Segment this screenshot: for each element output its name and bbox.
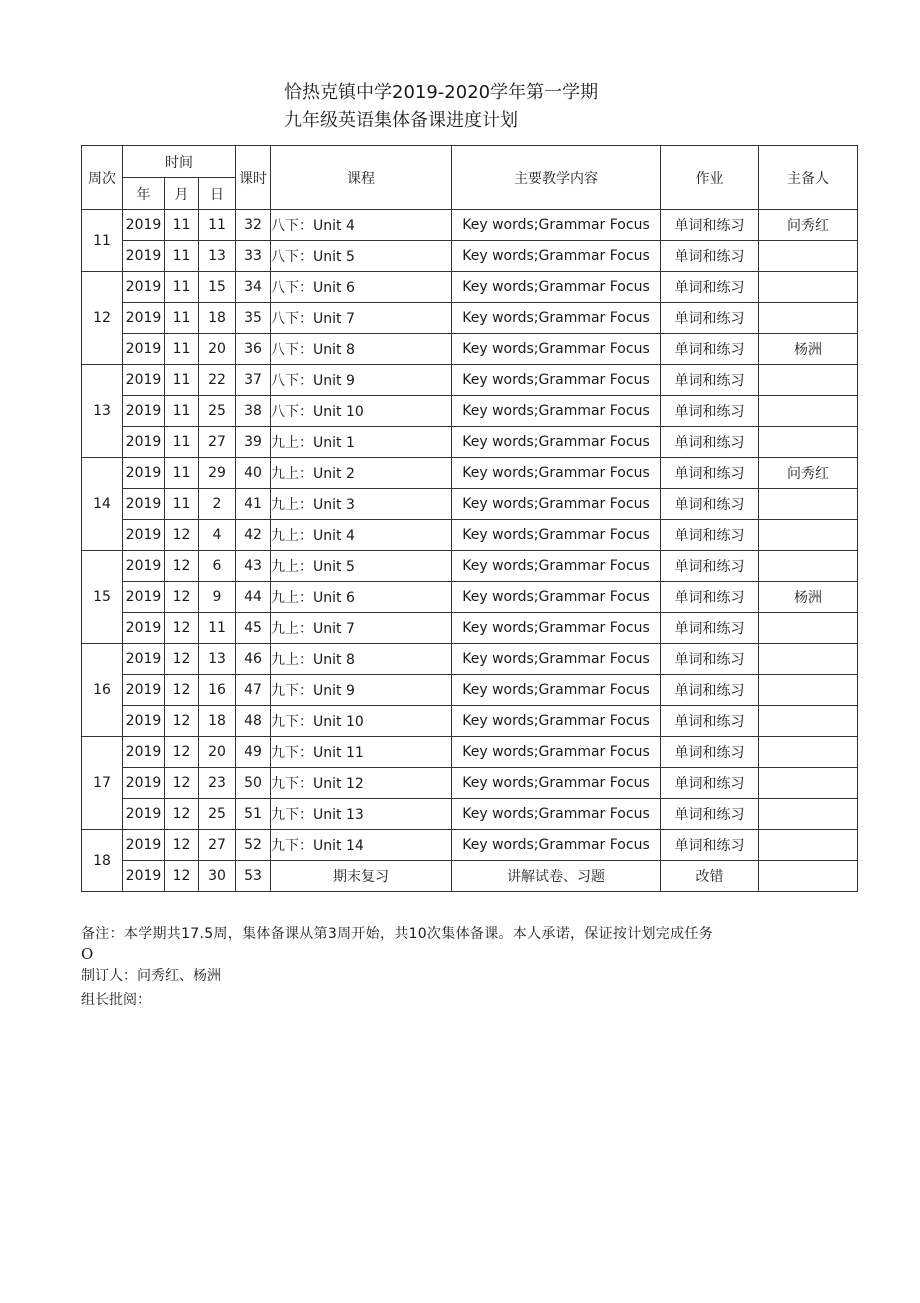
table-row (82, 396, 858, 427)
row-month: 12 (165, 551, 199, 582)
row-year: 2019 (123, 644, 165, 675)
row-content: Key words;Grammar Focus (452, 830, 661, 861)
row-content: Key words;Grammar Focus (452, 768, 661, 799)
table-row (82, 303, 858, 334)
row-course: 九上：Unit 1 (271, 427, 452, 458)
row-day: 30 (199, 861, 236, 892)
table-row (82, 427, 858, 458)
header-day: 日 (199, 178, 236, 210)
row-month: 12 (165, 675, 199, 706)
row-month: 12 (165, 520, 199, 551)
row-preparer (759, 396, 858, 427)
row-preparer: 问秀红 (759, 458, 858, 489)
row-content: Key words;Grammar Focus (452, 737, 661, 768)
week-number: 12 (82, 272, 123, 365)
row-preparer (759, 644, 858, 675)
row-preparer (759, 241, 858, 272)
row-course: 八下：Unit 6 (271, 272, 452, 303)
row-lesson: 41 (236, 489, 271, 520)
row-lesson: 43 (236, 551, 271, 582)
table-row (82, 365, 858, 396)
row-preparer (759, 737, 858, 768)
header-time: 时间 (123, 146, 236, 178)
header-preparer: 主备人 (759, 146, 858, 210)
row-content: Key words;Grammar Focus (452, 706, 661, 737)
row-course: 九上：Unit 4 (271, 520, 452, 551)
row-course: 八下：Unit 4 (271, 210, 452, 241)
row-course: 九下：Unit 10 (271, 706, 452, 737)
row-lesson: 51 (236, 799, 271, 830)
row-course: 九上：Unit 3 (271, 489, 452, 520)
table-row (82, 520, 858, 551)
row-day: 11 (199, 210, 236, 241)
table-row (82, 613, 858, 644)
row-preparer: 问秀红 (759, 210, 858, 241)
remark-note-end: O (81, 945, 94, 963)
row-day: 16 (199, 675, 236, 706)
row-year: 2019 (123, 737, 165, 768)
row-content: Key words;Grammar Focus (452, 365, 661, 396)
table-row (82, 644, 858, 675)
row-course: 九下：Unit 9 (271, 675, 452, 706)
row-day: 2 (199, 489, 236, 520)
row-content: Key words;Grammar Focus (452, 210, 661, 241)
row-course: 九上：Unit 8 (271, 644, 452, 675)
row-course: 九下：Unit 13 (271, 799, 452, 830)
row-homework: 单词和练习 (661, 489, 759, 520)
row-homework: 单词和练习 (661, 272, 759, 303)
row-content: Key words;Grammar Focus (452, 241, 661, 272)
row-month: 11 (165, 210, 199, 241)
row-homework: 单词和练习 (661, 458, 759, 489)
row-preparer (759, 706, 858, 737)
row-month: 12 (165, 706, 199, 737)
row-day: 22 (199, 365, 236, 396)
row-preparer: 杨洲 (759, 582, 858, 613)
row-year: 2019 (123, 861, 165, 892)
row-homework: 单词和练习 (661, 737, 759, 768)
row-day: 18 (199, 303, 236, 334)
row-preparer (759, 365, 858, 396)
row-content: Key words;Grammar Focus (452, 799, 661, 830)
row-year: 2019 (123, 396, 165, 427)
row-year: 2019 (123, 706, 165, 737)
table-row (82, 551, 858, 582)
table-row (82, 799, 858, 830)
row-month: 11 (165, 489, 199, 520)
row-homework: 单词和练习 (661, 551, 759, 582)
table-row (82, 241, 858, 272)
row-lesson: 45 (236, 613, 271, 644)
row-month: 12 (165, 582, 199, 613)
row-content: Key words;Grammar Focus (452, 272, 661, 303)
row-day: 13 (199, 241, 236, 272)
row-homework: 单词和练习 (661, 768, 759, 799)
week-number: 18 (82, 830, 123, 892)
table-row (82, 210, 858, 241)
row-day: 13 (199, 644, 236, 675)
row-lesson: 48 (236, 706, 271, 737)
row-month: 11 (165, 241, 199, 272)
week-number: 15 (82, 551, 123, 644)
row-course: 九上：Unit 6 (271, 582, 452, 613)
header-course: 课程 (271, 146, 452, 210)
row-day: 29 (199, 458, 236, 489)
row-preparer (759, 489, 858, 520)
row-content: Key words;Grammar Focus (452, 396, 661, 427)
row-year: 2019 (123, 272, 165, 303)
row-year: 2019 (123, 303, 165, 334)
table-row (82, 272, 858, 303)
header-lesson: 课时 (236, 146, 271, 210)
row-day: 23 (199, 768, 236, 799)
row-lesson: 53 (236, 861, 271, 892)
row-content: 讲解试卷、习题 (452, 861, 661, 892)
row-preparer (759, 551, 858, 582)
document-title-line2: 九年级英语集体备课进度计划 (284, 110, 518, 131)
row-course: 九上：Unit 2 (271, 458, 452, 489)
row-content: Key words;Grammar Focus (452, 644, 661, 675)
table-row (82, 737, 858, 768)
row-year: 2019 (123, 241, 165, 272)
row-preparer (759, 768, 858, 799)
table-row (82, 675, 858, 706)
row-homework: 单词和练习 (661, 706, 759, 737)
row-month: 11 (165, 272, 199, 303)
row-homework: 单词和练习 (661, 644, 759, 675)
row-year: 2019 (123, 768, 165, 799)
row-year: 2019 (123, 334, 165, 365)
row-content: Key words;Grammar Focus (452, 303, 661, 334)
row-year: 2019 (123, 489, 165, 520)
row-preparer (759, 613, 858, 644)
row-month: 11 (165, 303, 199, 334)
row-content: Key words;Grammar Focus (452, 334, 661, 365)
table-row (82, 830, 858, 861)
header-content: 主要教学内容 (452, 146, 661, 210)
row-day: 20 (199, 334, 236, 365)
table-row (82, 706, 858, 737)
row-lesson: 46 (236, 644, 271, 675)
row-preparer: 杨洲 (759, 334, 858, 365)
document-title-line1: 恰热克镇中学2019-2020学年第一学期 (284, 82, 599, 103)
row-month: 12 (165, 830, 199, 861)
week-number: 16 (82, 644, 123, 737)
row-content: Key words;Grammar Focus (452, 582, 661, 613)
row-content: Key words;Grammar Focus (452, 489, 661, 520)
row-preparer (759, 520, 858, 551)
header-homework: 作业 (661, 146, 759, 210)
row-lesson: 37 (236, 365, 271, 396)
row-year: 2019 (123, 365, 165, 396)
row-preparer (759, 799, 858, 830)
row-lesson: 50 (236, 768, 271, 799)
row-year: 2019 (123, 458, 165, 489)
schedule-table (81, 145, 858, 892)
row-homework: 单词和练习 (661, 241, 759, 272)
remark-note: 备注：本学期共17.5周，集体备课从第3周开始，共10次集体备课。本人承诺，保证按计划完成任务 (81, 926, 713, 942)
row-course: 九上：Unit 5 (271, 551, 452, 582)
row-day: 25 (199, 396, 236, 427)
week-number: 13 (82, 365, 123, 458)
week-number: 14 (82, 458, 123, 551)
row-month: 11 (165, 396, 199, 427)
row-course: 九下：Unit 11 (271, 737, 452, 768)
row-course: 九下：Unit 12 (271, 768, 452, 799)
row-day: 4 (199, 520, 236, 551)
row-homework: 单词和练习 (661, 520, 759, 551)
row-year: 2019 (123, 675, 165, 706)
row-year: 2019 (123, 551, 165, 582)
row-lesson: 32 (236, 210, 271, 241)
row-content: Key words;Grammar Focus (452, 427, 661, 458)
row-course: 九上：Unit 7 (271, 613, 452, 644)
row-month: 12 (165, 644, 199, 675)
row-month: 12 (165, 861, 199, 892)
row-content: Key words;Grammar Focus (452, 458, 661, 489)
row-year: 2019 (123, 613, 165, 644)
row-month: 11 (165, 458, 199, 489)
row-day: 18 (199, 706, 236, 737)
row-lesson: 42 (236, 520, 271, 551)
row-month: 11 (165, 365, 199, 396)
row-preparer (759, 861, 858, 892)
row-day: 15 (199, 272, 236, 303)
row-day: 11 (199, 613, 236, 644)
row-lesson: 44 (236, 582, 271, 613)
row-homework: 单词和练习 (661, 582, 759, 613)
row-month: 12 (165, 799, 199, 830)
row-course: 八下：Unit 8 (271, 334, 452, 365)
author-line: 制订人：问秀红、杨洲 (81, 968, 221, 984)
row-day: 6 (199, 551, 236, 582)
row-homework: 单词和练习 (661, 799, 759, 830)
row-course: 八下：Unit 10 (271, 396, 452, 427)
row-content: Key words;Grammar Focus (452, 613, 661, 644)
row-lesson: 52 (236, 830, 271, 861)
row-homework: 单词和练习 (661, 334, 759, 365)
table-row (82, 582, 858, 613)
row-preparer (759, 427, 858, 458)
schedule-body (82, 210, 858, 892)
header-month: 月 (165, 178, 199, 210)
row-preparer (759, 830, 858, 861)
week-number: 11 (82, 210, 123, 272)
row-lesson: 40 (236, 458, 271, 489)
row-content: Key words;Grammar Focus (452, 520, 661, 551)
row-preparer (759, 272, 858, 303)
row-year: 2019 (123, 582, 165, 613)
row-homework: 单词和练习 (661, 427, 759, 458)
row-day: 20 (199, 737, 236, 768)
row-year: 2019 (123, 799, 165, 830)
header-week: 周次 (82, 146, 123, 210)
row-preparer (759, 303, 858, 334)
row-year: 2019 (123, 830, 165, 861)
row-homework: 单词和练习 (661, 365, 759, 396)
row-homework: 单词和练习 (661, 675, 759, 706)
row-lesson: 49 (236, 737, 271, 768)
row-homework: 单词和练习 (661, 210, 759, 241)
row-homework: 单词和练习 (661, 613, 759, 644)
table-row (82, 489, 858, 520)
row-day: 9 (199, 582, 236, 613)
row-month: 12 (165, 613, 199, 644)
row-course: 期末复习 (271, 861, 452, 892)
table-row (82, 861, 858, 892)
row-month: 11 (165, 427, 199, 458)
row-month: 12 (165, 737, 199, 768)
row-content: Key words;Grammar Focus (452, 675, 661, 706)
table-row (82, 334, 858, 365)
row-day: 27 (199, 830, 236, 861)
header-year: 年 (123, 178, 165, 210)
row-month: 11 (165, 334, 199, 365)
row-homework: 改错 (661, 861, 759, 892)
row-lesson: 36 (236, 334, 271, 365)
table-row (82, 458, 858, 489)
row-course: 九下：Unit 14 (271, 830, 452, 861)
table-row (82, 768, 858, 799)
row-year: 2019 (123, 210, 165, 241)
row-lesson: 34 (236, 272, 271, 303)
row-homework: 单词和练习 (661, 303, 759, 334)
row-lesson: 39 (236, 427, 271, 458)
row-day: 27 (199, 427, 236, 458)
row-homework: 单词和练习 (661, 830, 759, 861)
row-content: Key words;Grammar Focus (452, 551, 661, 582)
row-month: 12 (165, 768, 199, 799)
row-day: 25 (199, 799, 236, 830)
row-preparer (759, 675, 858, 706)
row-lesson: 33 (236, 241, 271, 272)
row-lesson: 38 (236, 396, 271, 427)
row-homework: 单词和练习 (661, 396, 759, 427)
row-year: 2019 (123, 520, 165, 551)
row-lesson: 47 (236, 675, 271, 706)
row-year: 2019 (123, 427, 165, 458)
row-lesson: 35 (236, 303, 271, 334)
row-course: 八下：Unit 9 (271, 365, 452, 396)
approval-line: 组长批阅： (81, 992, 151, 1008)
week-number: 17 (82, 737, 123, 830)
row-course: 八下：Unit 5 (271, 241, 452, 272)
row-course: 八下：Unit 7 (271, 303, 452, 334)
